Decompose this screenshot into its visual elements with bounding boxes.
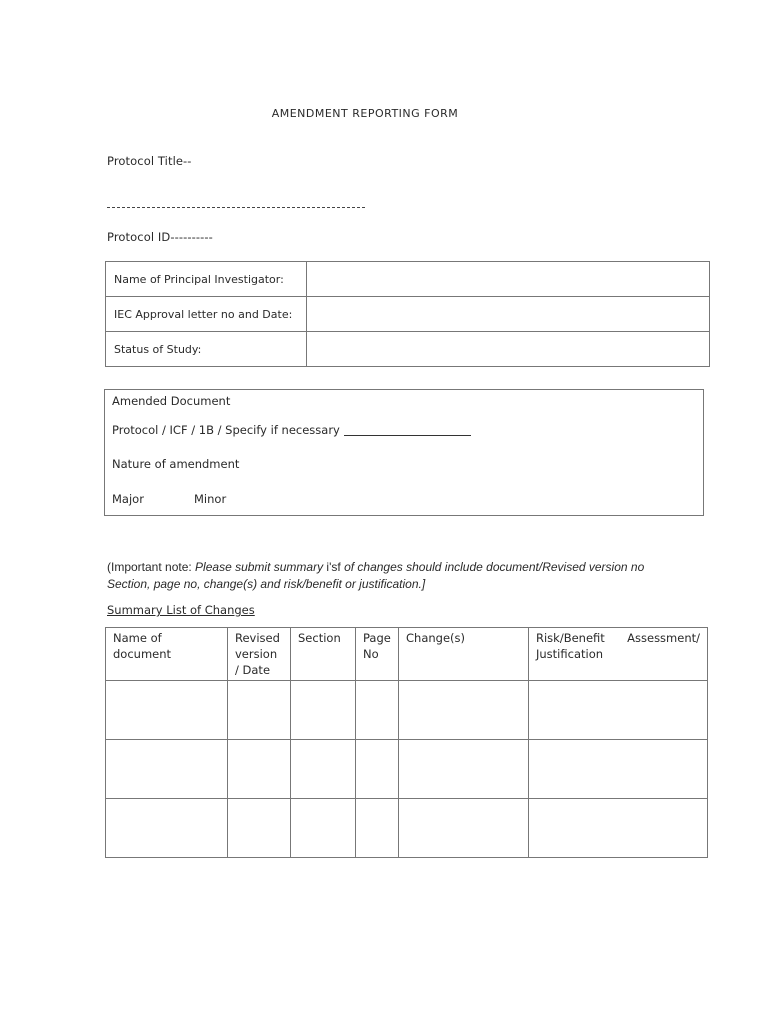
col-name-of-document: Name of document: [106, 628, 228, 681]
pi-name-field[interactable]: [307, 262, 710, 297]
table-cell[interactable]: [356, 740, 399, 799]
col-risk-benefit-1: Risk/Benefit: [536, 631, 605, 645]
summary-heading: Summary List of Changes: [107, 603, 255, 617]
table-cell[interactable]: [228, 681, 291, 740]
table-row: [106, 681, 708, 740]
table-row: [106, 332, 710, 367]
specify-field[interactable]: [344, 434, 471, 436]
note-italic-2: of changes should include document/Revised version no Section, page no, change(s) and risk/benefit or justification.]: [107, 560, 645, 591]
col-page-no: Page No: [356, 628, 399, 681]
col-section: Section: [291, 628, 356, 681]
col-risk-benefit: [529, 628, 708, 681]
study-status-label: Status of Study:: [106, 332, 307, 367]
table-cell[interactable]: [399, 799, 529, 858]
iec-approval-field[interactable]: [307, 297, 710, 332]
pi-name-label: Name of Principal Investigator:: [106, 262, 307, 297]
note-prefix: (Important note:: [107, 560, 196, 574]
table-cell[interactable]: [356, 799, 399, 858]
investigator-info-table: [105, 261, 710, 367]
protocol-title-dash-line: [107, 202, 365, 208]
iec-approval-label: IEC Approval letter no and Date:: [106, 297, 307, 332]
col-risk-benefit-3: Justification: [536, 647, 604, 661]
col-risk-benefit-2: Assessment/: [627, 631, 700, 645]
table-cell[interactable]: [106, 740, 228, 799]
protocol-id-label: Protocol ID----------: [107, 230, 213, 244]
amended-document-box: [104, 389, 704, 516]
table-cell[interactable]: [291, 681, 356, 740]
table-cell[interactable]: [356, 681, 399, 740]
table-cell[interactable]: [529, 799, 708, 858]
protocol-title-label: Protocol Title--: [107, 154, 192, 168]
note-italic-1: Please submit summary: [195, 560, 324, 574]
protocol-specify-line: [112, 423, 471, 437]
nature-of-amendment-label: Nature of amendment: [112, 457, 240, 471]
table-row: [106, 799, 708, 858]
note-mid: i'sf: [323, 560, 345, 574]
important-note: [107, 559, 667, 593]
table-cell[interactable]: [529, 681, 708, 740]
table-cell[interactable]: [106, 799, 228, 858]
table-cell[interactable]: [228, 799, 291, 858]
table-header-row: [106, 628, 708, 681]
table-row: [106, 740, 708, 799]
summary-changes-table: [105, 627, 708, 858]
minor-option[interactable]: Minor: [194, 492, 227, 506]
table-cell[interactable]: [399, 740, 529, 799]
table-cell[interactable]: [106, 681, 228, 740]
col-changes: Change(s): [399, 628, 529, 681]
protocol-specify-label: Protocol / ICF / 1B / Specify if necessary: [112, 423, 340, 437]
table-cell[interactable]: [291, 799, 356, 858]
table-row: [106, 297, 710, 332]
major-option[interactable]: Major: [112, 492, 144, 506]
table-cell[interactable]: [291, 740, 356, 799]
table-cell[interactable]: [529, 740, 708, 799]
table-cell[interactable]: [228, 740, 291, 799]
table-row: [106, 262, 710, 297]
amended-document-heading: Amended Document: [112, 394, 231, 408]
col-revised-version: Revised version / Date: [228, 628, 291, 681]
form-title: AMENDMENT REPORTING FORM: [271, 107, 459, 120]
study-status-field[interactable]: [307, 332, 710, 367]
table-cell[interactable]: [399, 681, 529, 740]
